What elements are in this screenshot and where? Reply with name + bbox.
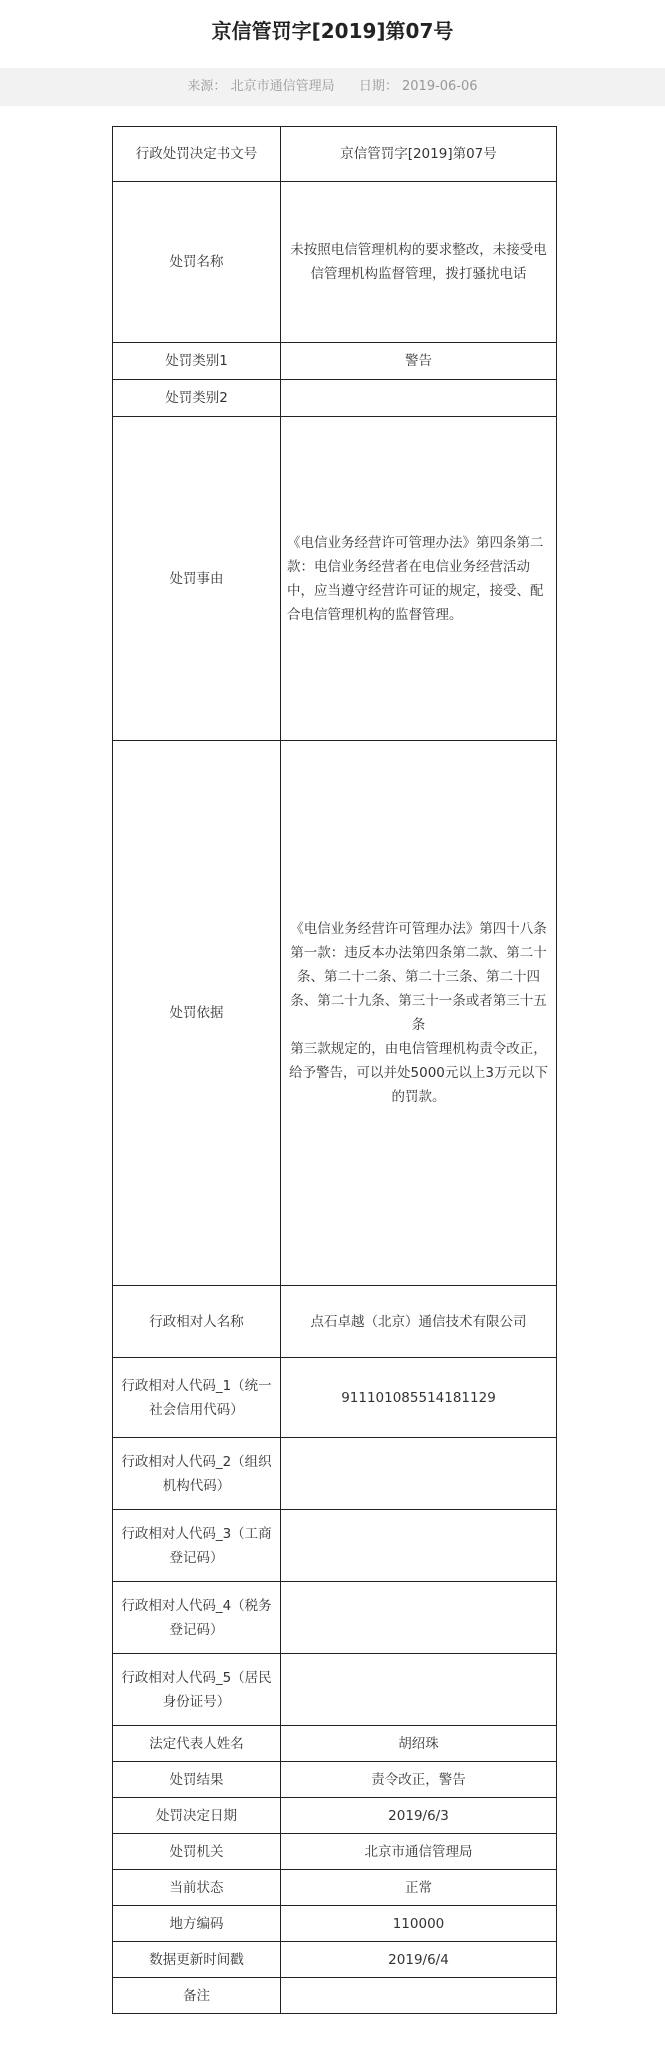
row-key: 处罚事由 [113, 417, 281, 741]
basis-text-part1: 《电信业务经营许可管理办法》第四十八条第一款：违反本办法第四条第二款、第二十条、第二十二条、第二十三条、第二十四条、第二十九条、第三十一条或者第三十五条 [290, 921, 547, 1033]
row-value [281, 1654, 557, 1726]
table-row [113, 127, 557, 182]
table-row [113, 1798, 557, 1834]
table-row [113, 1654, 557, 1726]
row-key: 处罚名称 [113, 182, 281, 343]
basis-text-part2: 第三款规定的，由电信管理机构责令改正，给予警告，可以并处5000元以上3万元以下的罚款。 [289, 1041, 548, 1105]
table-row [113, 1870, 557, 1906]
row-value: 胡绍珠 [281, 1726, 557, 1762]
table-row [113, 741, 557, 1286]
table-row [113, 1510, 557, 1582]
source-label: 来源： [187, 79, 227, 94]
row-value: 2019/6/4 [281, 1942, 557, 1978]
row-key: 备注 [113, 1978, 281, 2014]
row-key: 行政处罚决定书文号 [113, 127, 281, 182]
row-value: 110000 [281, 1906, 557, 1942]
row-key: 行政相对人代码_2（组织机构代码） [113, 1438, 281, 1510]
row-value [281, 741, 557, 1286]
row-key: 处罚依据 [113, 741, 281, 1286]
row-key: 法定代表人姓名 [113, 1726, 281, 1762]
date-label: 日期： [358, 79, 398, 94]
article-meta [0, 68, 665, 106]
row-key: 处罚结果 [113, 1762, 281, 1798]
table-row [113, 1286, 557, 1358]
row-value [281, 1438, 557, 1510]
row-value: 911101085514181129 [281, 1358, 557, 1438]
row-value: 2019/6/3 [281, 1798, 557, 1834]
row-value: 未按照电信管理机构的要求整改，未接受电信管理机构监督管理，拨打骚扰电话 [281, 182, 557, 343]
table-row [113, 182, 557, 343]
table-row [113, 1438, 557, 1510]
row-value [281, 1978, 557, 2014]
row-value: 警告 [281, 343, 557, 380]
table-row [113, 343, 557, 380]
table-row [113, 1942, 557, 1978]
row-value [281, 1510, 557, 1582]
penalty-record-table [112, 126, 557, 2014]
table-row [113, 1906, 557, 1942]
row-value: 点石卓越（北京）通信技术有限公司 [281, 1286, 557, 1358]
row-value: 正常 [281, 1870, 557, 1906]
row-value [281, 380, 557, 417]
row-key: 处罚类别2 [113, 380, 281, 417]
row-value: 京信管罚字[2019]第07号 [281, 127, 557, 182]
row-key: 行政相对人代码_1（统一社会信用代码） [113, 1358, 281, 1438]
source-value: 北京市通信管理局 [230, 79, 335, 94]
date-value: 2019-06-06 [402, 79, 478, 94]
table-row [113, 1726, 557, 1762]
table-row [113, 1762, 557, 1798]
table-row [113, 1582, 557, 1654]
row-key: 处罚类别1 [113, 343, 281, 380]
table-row [113, 1978, 557, 2014]
table-row [113, 1358, 557, 1438]
row-key: 处罚机关 [113, 1834, 281, 1870]
row-key: 行政相对人名称 [113, 1286, 281, 1358]
row-value: 责令改正，警告 [281, 1762, 557, 1798]
row-value: 北京市通信管理局 [281, 1834, 557, 1870]
row-value [281, 1582, 557, 1654]
table-row [113, 380, 557, 417]
table-row [113, 417, 557, 741]
table-row [113, 1834, 557, 1870]
row-key: 行政相对人代码_3（工商登记码） [113, 1510, 281, 1582]
page-title: 京信管罚字[2019]第07号 [211, 19, 454, 43]
row-value: 《电信业务经营许可管理办法》第四条第二款：电信业务经营者在电信业务经营活动中，应当遵守经营许可证的规定，接受、配合电信管理机构的监督管理。 [281, 417, 557, 741]
row-key: 当前状态 [113, 1870, 281, 1906]
row-key: 数据更新时间戳 [113, 1942, 281, 1978]
row-key: 行政相对人代码_5（居民身份证号） [113, 1654, 281, 1726]
row-key: 地方编码 [113, 1906, 281, 1942]
row-key: 处罚决定日期 [113, 1798, 281, 1834]
row-key: 行政相对人代码_4（税务登记码） [113, 1582, 281, 1654]
